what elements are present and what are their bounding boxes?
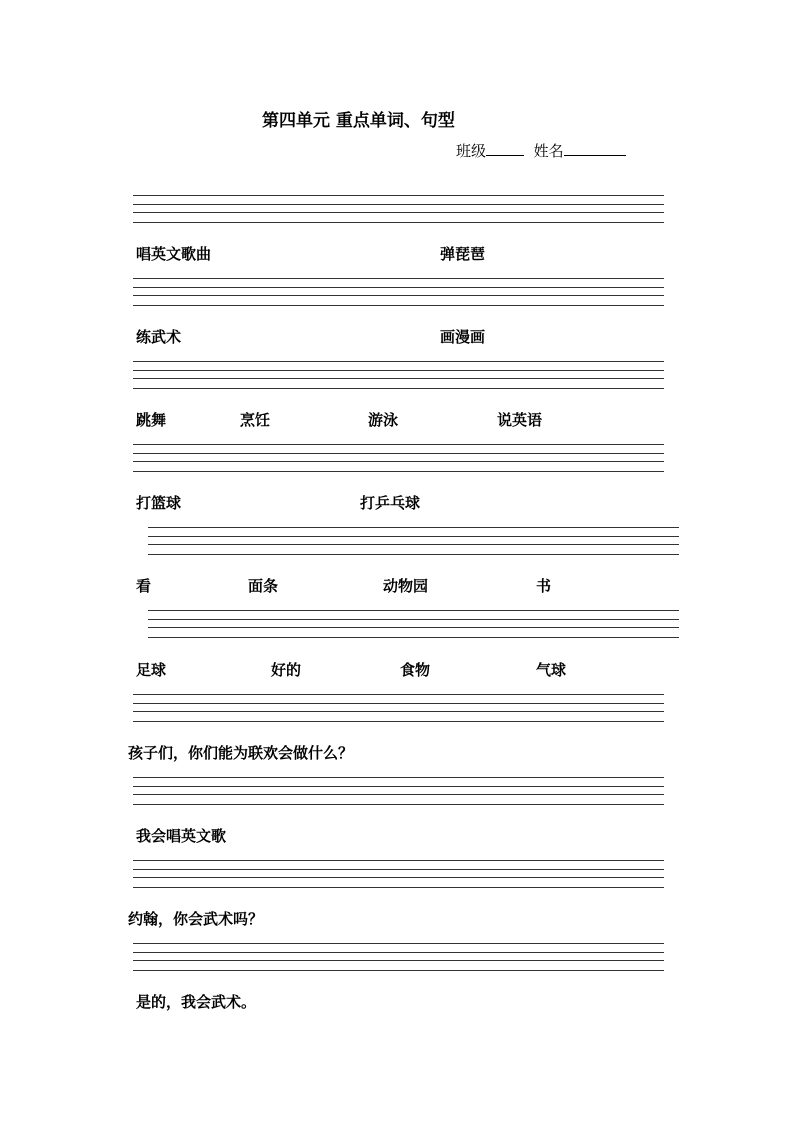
vocab-prompt: 说英语: [497, 411, 543, 429]
vocab-prompt: 看: [136, 577, 152, 595]
writing-lines[interactable]: [148, 527, 679, 555]
writing-lines[interactable]: [148, 610, 679, 638]
vocab-prompt: 跳舞: [136, 411, 167, 429]
vocab-prompt: 食物: [400, 661, 431, 679]
vocab-prompt: 唱英文歌曲: [136, 245, 212, 263]
vocab-prompt: 动物园: [383, 577, 429, 595]
vocab-prompt: 弹琵琶: [440, 245, 486, 263]
writing-lines[interactable]: [133, 943, 664, 971]
sentence-prompt: 孩子们，你们能为联欢会做什么？: [128, 744, 354, 762]
vocab-prompt: 练武术: [136, 328, 182, 346]
vocab-prompt: 气球: [536, 661, 567, 679]
vocab-prompt: 面条: [248, 577, 279, 595]
sentence-prompt: 约翰，你会武术吗？: [128, 910, 264, 928]
vocab-prompt: 烹饪: [240, 411, 271, 429]
name-blank[interactable]: [564, 141, 626, 156]
vocab-prompt: 好的: [271, 661, 302, 679]
writing-lines[interactable]: [133, 278, 664, 306]
writing-lines[interactable]: [133, 694, 664, 722]
writing-lines[interactable]: [133, 860, 664, 888]
class-label: 班级: [456, 142, 487, 160]
name-label: 姓名: [533, 142, 564, 160]
student-info: [456, 140, 626, 161]
worksheet-title: 第四单元 重点单词、句型: [262, 111, 455, 131]
class-blank[interactable]: [486, 141, 524, 156]
vocab-prompt: 书: [536, 577, 552, 595]
writing-lines[interactable]: [133, 777, 664, 805]
sentence-prompt: 是的，我会武术。: [136, 993, 257, 1011]
writing-lines[interactable]: [133, 361, 664, 389]
writing-lines[interactable]: [133, 444, 664, 472]
vocab-prompt: 画漫画: [440, 328, 486, 346]
vocab-prompt: 游泳: [368, 411, 399, 429]
sentence-prompt: 我会唱英文歌: [136, 827, 227, 845]
writing-lines[interactable]: [133, 195, 664, 223]
vocab-prompt: 打篮球: [136, 494, 182, 512]
vocab-prompt: 打乒乓球: [360, 494, 421, 512]
vocab-prompt: 足球: [136, 661, 167, 679]
